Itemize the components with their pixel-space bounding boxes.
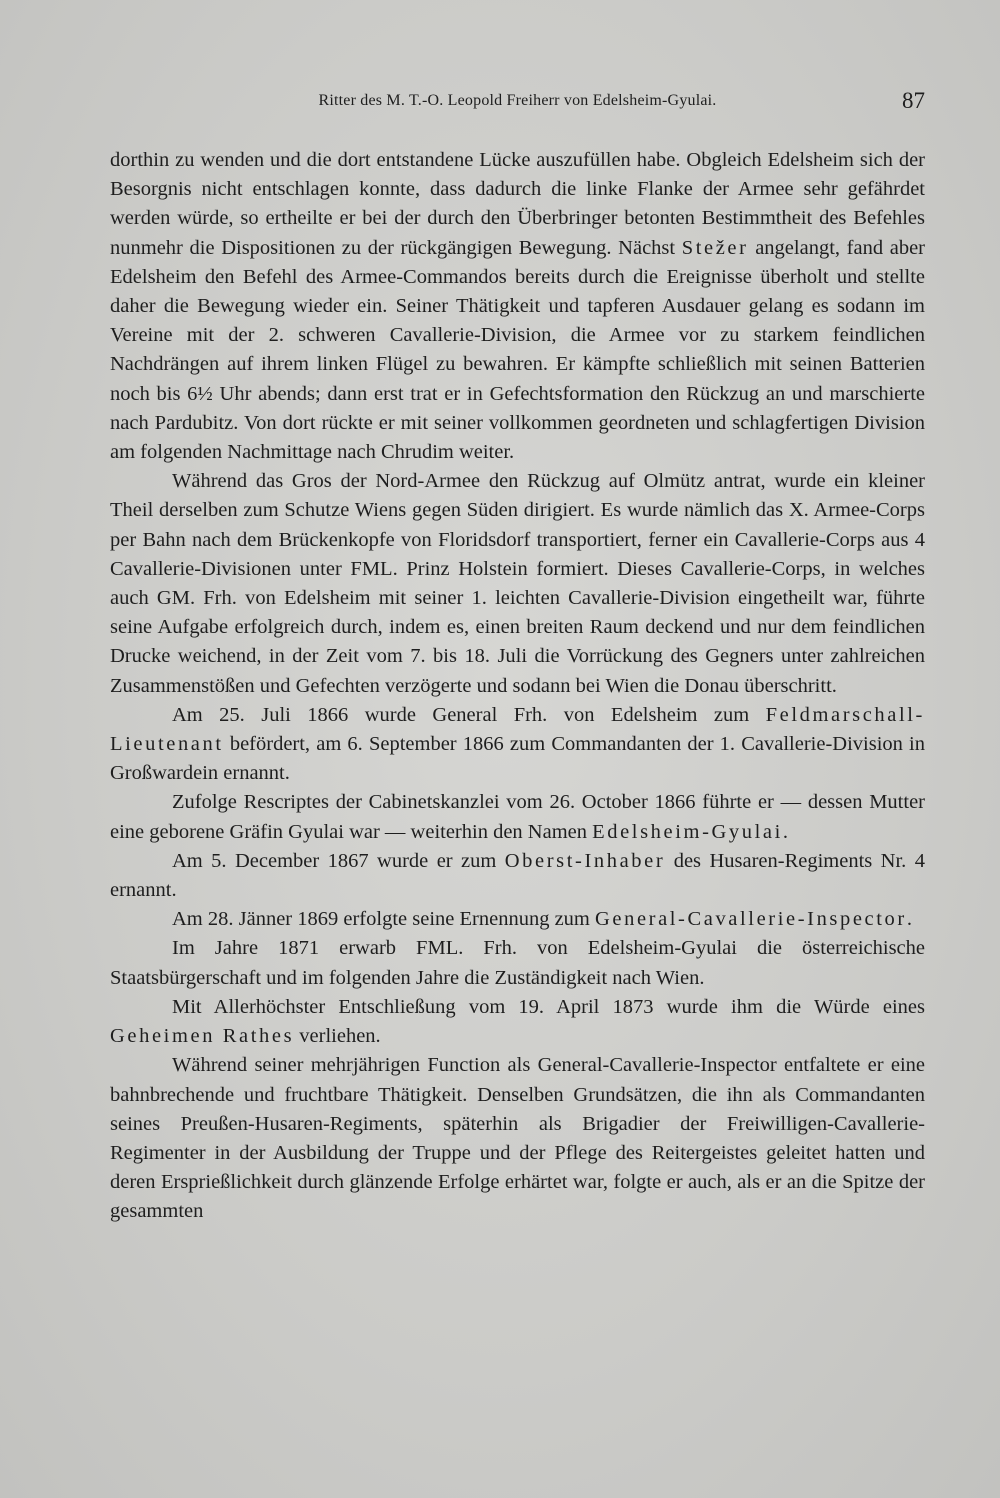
paragraph-text: Zufolge Rescriptes der Cabinetskanzlei vom 26. October 1866 führte er — dessen Mutter eine geborene Gräfin Gyulai war — weiterhin den Namen (110, 791, 925, 843)
page-number: 87 (902, 88, 925, 113)
spaced-rank-title: Oberst-Inhaber (504, 849, 666, 872)
paragraph-text: Während das Gros der Nord-Armee den Rückzug auf Olmütz antrat, wurde ein kleiner Theil derselben zum Schutze Wiens gegen Süden dirigiert. Es wurde nämlich das X. Armee-Corps per Bahn nach dem Brückenkopfe von Floridsdorf transportiert, ferner ein Cavallerie-Corps aus 4 Cavallerie-Divisionen unter FML. Prinz Holstein formiert. Dieses Cavallerie-Corps, in welches auch GM. Frh. von Edelsheim mit seiner 1. leichten Cavallerie-Division eingetheilt war, führte seine Aufgabe erfolgreich durch, indem es, einen breiten Raum deckend und nur dem feindlichen Drucke weichend, in der Zeit vom 7. bis 18. Juli die Vorrückung des Gegners unter zahlreichen Zusammenstößen und Gefechten verzögerte und sodann bei Wien die Donau überschritt. (110, 470, 925, 697)
paragraph-8 (110, 993, 925, 1051)
paragraph-text: Am 25. Juli 1866 wurde General Frh. von Edelsheim zum (172, 703, 766, 726)
paragraph-text: Am 5. December 1867 wurde er zum (172, 849, 505, 872)
spaced-rank-title: Feldmarschall-Lieutenant (110, 703, 925, 756)
spaced-rank-title: General-Cavallerie-Inspector (594, 908, 907, 931)
paragraph-7 (110, 934, 925, 992)
paragraph-text: Während seiner mehrjährigen Function als General-Cavallerie-Inspector entfaltete er eine bahnbrechende und fruchtbare Thätigkeit. Denselben Grundsätzen, die ihn als Commandanten seines Preußen-Husaren-Regiments, späterhin als Brigadier der Freiwilligen-Cavallerie-Regimenter in der Ausbildung der Truppe und der Pflege des Reitergeistes geleitet hatten und deren Ersprießlichkeit durch glänzende Erfolge erhärtet war, folgte er auch, als er an die Spitze der gesammten (110, 1054, 925, 1223)
paragraph-4 (110, 788, 925, 846)
running-head (110, 88, 925, 128)
spaced-rank-title: Geheimen Rathes (110, 1025, 295, 1048)
paragraph-text: . (782, 820, 789, 843)
paragraph-3 (110, 701, 925, 789)
paragraph-6 (110, 905, 925, 934)
paragraph-9 (110, 1051, 925, 1226)
paragraph-text: Am 28. Jänner 1869 erfolgte seine Ernennung zum (172, 908, 595, 931)
spaced-family-name: Edelsheim-Gyulai (592, 820, 783, 843)
running-title: Ritter des M. T.-O. Leopold Freiherr von Edelsheim-Gyulai. (318, 92, 717, 109)
paragraph-text: angelangt, fand aber Edelsheim den Befehl des Armee-Commandos bereits durch die Ereignisse überholt und stellte daher die Bewegung wieder ein. Seiner Thätigkeit und tapferen Ausdauer gelang es sodann im Vereine mit der 2. schweren Cavallerie-Division, die Armee vor zu starkem feindlichen Nachdrängen auf ihrem linken Flügel zu bewahren. Er kämpfte schließlich mit seinen Batterien noch bis 6½ Uhr abends; dann erst trat er in Gefechtsformation den Rückzug an und marschierte nach Pardubitz. Von dort rückte er mit seiner vollkommen geordneten und schlagfertigen Division am folgenden Nachmittage nach Chrudim weiter. (110, 236, 925, 464)
paragraph-text: Im Jahre 1871 erwarb FML. Frh. von Edelsheim-Gyulai die österreichische Staatsbürgerschaft und im folgenden Jahre die Zuständigkeit nach Wien. (110, 937, 925, 989)
paragraph-text: dorthin zu wenden und die dort entstandene Lücke auszufüllen habe. Obgleich Edelsheim sich der Besorgnis nicht entschlagen konnte, dass dadurch die linke Flanke der Armee sehr gefährdet werden würde, so ertheilte er bei der durch den Überbringer betonten Bestimmtheit des Befehles nunmehr die Dispositionen zu der rückgängigen Bewegung. Nächst (110, 149, 925, 259)
paragraph-text: verliehen. (294, 1025, 381, 1048)
paragraph-text: befördert, am 6. September 1866 zum Commandanten der 1. Cavallerie-Division in Großwardein ernannt. (110, 733, 925, 785)
paragraph-2 (110, 467, 925, 701)
paragraph-text: des Husaren-Regiments Nr. 4 ernannt. (110, 849, 925, 902)
paragraph-text: Mit Allerhöchster Entschließung vom 19. April 1873 wurde ihm die Würde eines (172, 995, 925, 1018)
body-text (110, 146, 925, 1227)
paragraph-text: . (906, 908, 912, 931)
paragraph-1 (110, 146, 925, 467)
spaced-place-name: Stežer (681, 236, 749, 259)
paragraph-5 (110, 847, 925, 905)
